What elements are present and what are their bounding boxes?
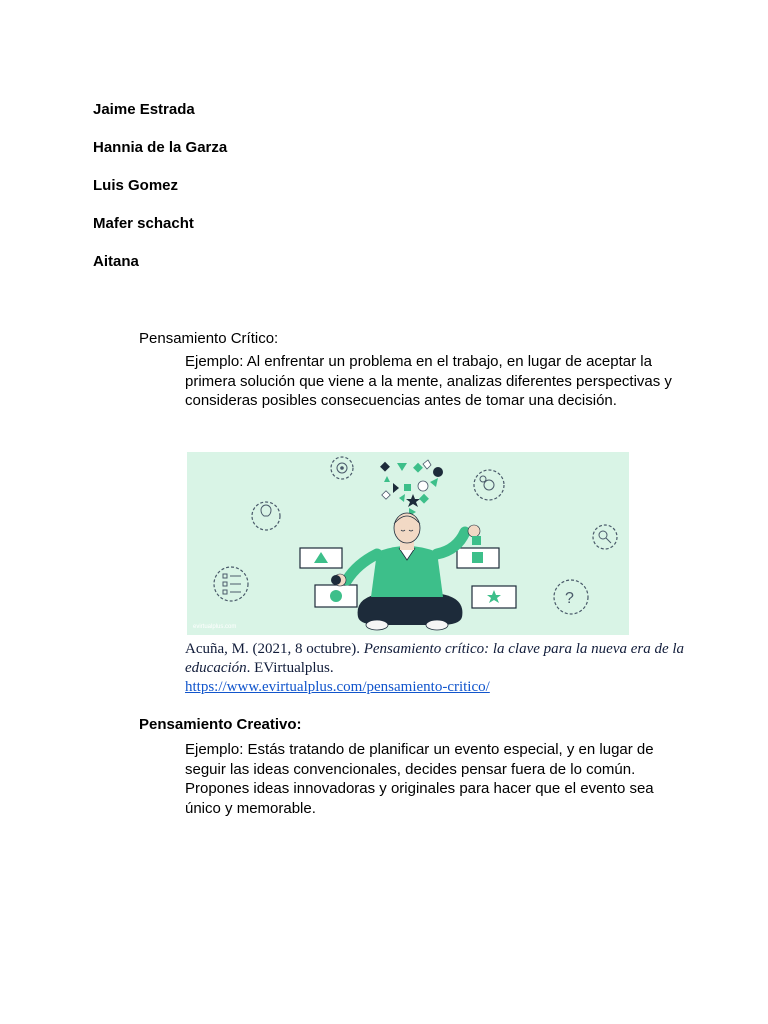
critical-thinking-heading: Pensamiento Crítico:	[139, 330, 279, 347]
citation-authors-date: Acuña, M. (2021, 8 octubre).	[185, 641, 364, 657]
magnifier-icon	[593, 525, 617, 549]
critical-thinking-illustration	[187, 452, 629, 635]
watermark-text: evirtualplus.com	[193, 624, 237, 630]
critical-thinking-example: Ejemplo: Al enfrentar un problema en el trabajo, en lugar de aceptar la primera solución que viene a la mente, analizas diferentes perspectivas y consideras posibles consecuencias antes de tomar una decisión.	[185, 353, 672, 409]
citation-publisher: . EVirtualplus.	[246, 660, 334, 676]
author-name: Hannia de la Garza	[93, 139, 228, 156]
creative-thinking-heading: Pensamiento Creativo:	[139, 716, 302, 733]
author-name: Luis Gomez	[93, 177, 179, 194]
author-name: Aitana	[93, 253, 139, 270]
author-name: Mafer schacht	[93, 215, 194, 232]
svg-text:?: ?	[565, 590, 574, 607]
citation-link[interactable]: https://www.evirtualplus.com/pensamiento-critico/	[185, 679, 490, 695]
image-citation	[185, 640, 685, 697]
creative-thinking-example: Ejemplo: Estás tratando de planificar un evento especial, y en lugar de seguir las ideas convencionales, decides pensar fuera de lo común. Propones ideas innovadoras y originales para hacer que el evento sea único y memorable.	[185, 741, 654, 817]
author-name: Jaime Estrada	[93, 101, 195, 118]
idea-shapes	[380, 460, 443, 516]
thinking-person-illustration	[187, 452, 629, 635]
gears-icon	[474, 470, 504, 500]
seated-person	[331, 513, 481, 630]
citation-title: Pensamiento crítico: la clave para la nueva era de la educación	[185, 641, 685, 676]
